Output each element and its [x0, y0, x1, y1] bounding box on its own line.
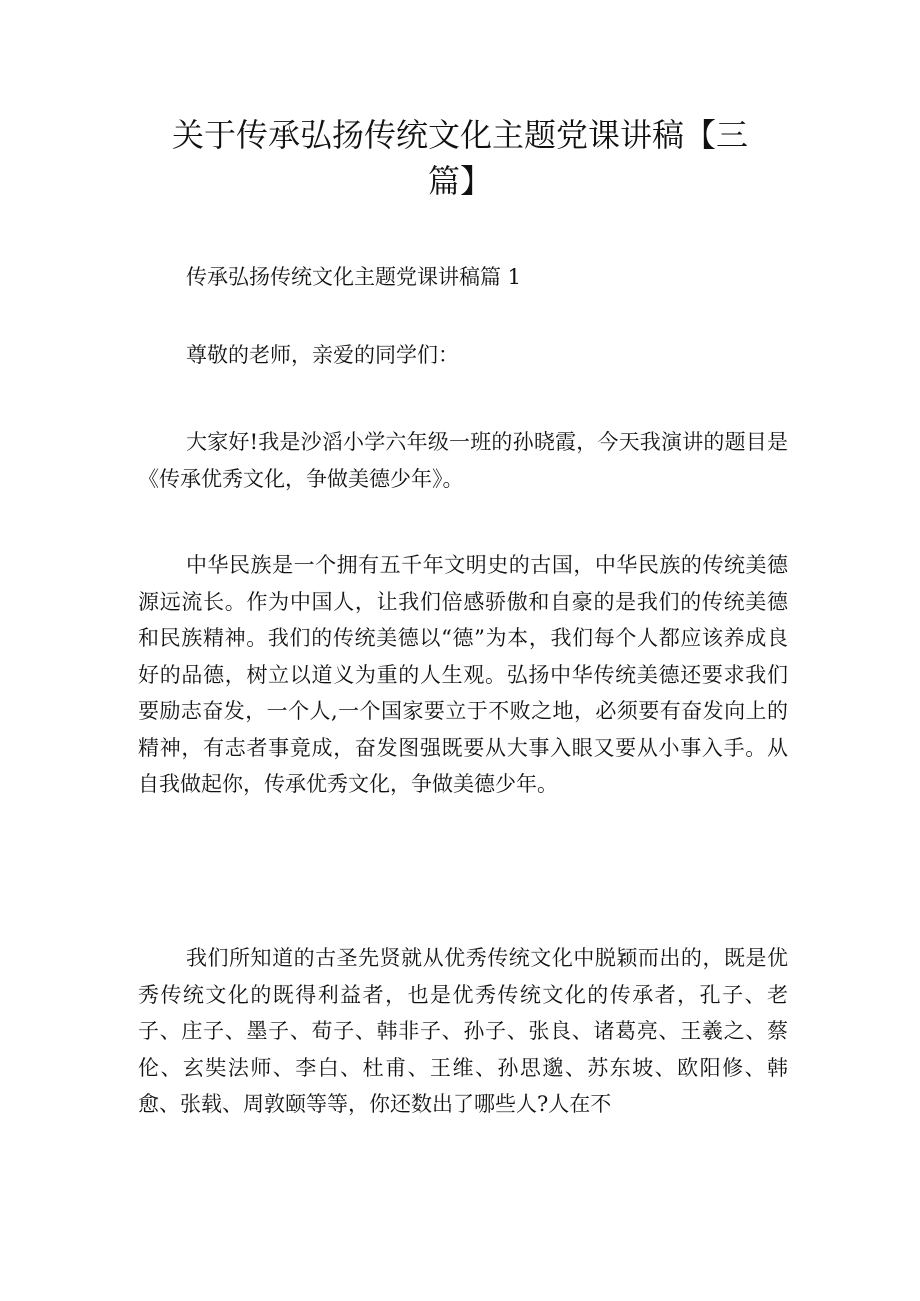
paragraph: 大家好!我是沙滔小学六年级一班的孙晓霞，今天我演讲的题目是《传承优秀文化，争做美德少年》。 [138, 430, 788, 491]
document-title: 关于传承弘扬传统文化主题党课讲稿【三篇】 [171, 116, 748, 200]
paragraph: 我们所知道的古圣先贤就从优秀传统文化中脱颖而出的，既是优秀传统文化的既得利益者，也是优秀传统文化的传承者，孔子、老子、庄子、墨子、荀子、韩非子、孙子、张良、诸葛亮、王羲之、蔡伦、玄奘法师、李白、杜甫、王维、孙思邈、苏东坡、欧阳修、韩愈、张载、周敦颐等等，你还数出了哪些人?人在不 [138, 946, 788, 1116]
paragraph: 中华民族是一个拥有五千年文明史的古国，中华民族的传统美德源远流长。作为中国人，让我们倍感骄傲和自豪的是我们的传统美德和民族精神。我们的传统美德以“德”为本，我们每个人都应该养成良好的品德，树立以道义为重的人生观。弘扬中华传统美德还要求我们要励志奋发，一个人,一个国家要立于不败之地，必须要有奋发向上的精神，有志者事竟成，奋发图强既要从大事入眼又要从小事入手。从自我做起你，传承优秀文化，争做美德少年。 [138, 553, 788, 796]
greeting-line: 尊敬的老师，亲爱的同学们： [186, 343, 459, 367]
section-heading: 传承弘扬传统文化主题党课讲稿篇 1 [186, 265, 522, 289]
